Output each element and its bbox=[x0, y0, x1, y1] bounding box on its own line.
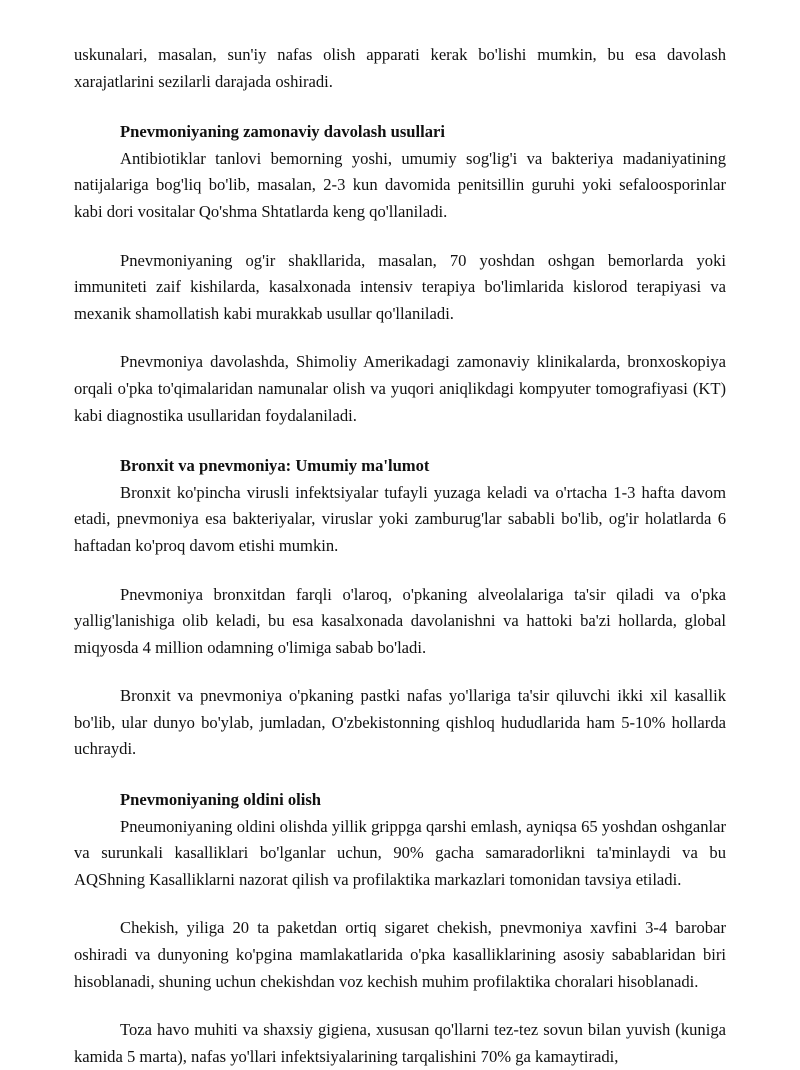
paragraph-lower-respiratory: Bronxit va pnevmoniya o'pkaning pastki nafas yo'llariga ta'sir qiluvchi ikki xil kasallik bo'lib, ular dunyo bo'ylab, jumladan, O'zbekistonning qishloq hududlarida ham 5-10% hollarda uchraydi. bbox=[74, 686, 726, 759]
paragraph-vaccination: Pneumoniyaning oldini olishda yillik grippga qarshi emlash, ayniqsa 65 yoshdan oshganlar va surunkali kasalliklari bo'lganlar uchun, 90% gacha samaradorlikni ta'minlaydi va bu AQShning Kasalliklarni nazorat qilish va profilaktika markazlari tomonidan tavsiya etiladi. bbox=[74, 816, 726, 889]
heading-modern-treatment: Pnevmoniyaning zamonaviy davolash usullari bbox=[120, 122, 446, 142]
heading-prevention: Pnevmoniyaning oldini olish bbox=[120, 790, 322, 810]
paragraph-antibiotics: Antibiotiklar tanlovi bemorning yoshi, umumiy sog'lig'i va bakteriya madaniyatining natijalariga bog'liq bo'lib, masalan, 2-3 kun davomida penitsillin guruhi yoki sefaloosporinlar kabi dori vositalar Qo'shma Shtatlarda keng qo'llaniladi. bbox=[74, 148, 726, 221]
paragraph-bronchitis-duration: Bronxit ko'pincha virusli infektsiyalar tufayli yuzaga keladi va o'rtacha 1-3 hafta davom etadi, pnevmoniya esa bakteriyalar, viruslar yoki zamburug'lar sababli bo'lib, og'ir holatlarda 6 haftadan ko'proq davom etishi mumkin. bbox=[74, 482, 726, 555]
document-page bbox=[74, 42, 726, 1070]
paragraph-continued: uskunalari, masalan, sun'iy nafas olish apparati kerak bo'lishi mumkin, bu esa davolash xarajatlarini sezilarli darajada oshiradi. bbox=[74, 45, 726, 91]
heading-bronchitis-pneumonia: Bronxit va pnevmoniya: Umumiy ma'lumot bbox=[120, 456, 430, 476]
paragraph-diagnostics: Pnevmoniya davolashda, Shimoliy Amerikadagi zamonaviy klinikalarda, bronxoskopiya orqali o'pka to'qimalaridan namunalar olish va yuqori aniqlikdagi kompyuter tomografiyasi (KT) kabi diagnostika usullaridan foydalaniladi. bbox=[74, 352, 726, 425]
paragraph-smoking: Chekish, yiliga 20 ta paketdan ortiq sigaret chekish, pnevmoniya xavfini 3-4 barobar oshiradi va dunyoning ko'pgina mamlakatlarida o'pka kasalliklarining asosiy sabablaridan biri hisoblanadi, shuning uchun chekishdan voz kechish muhim profilaktika choralari hisoblanadi. bbox=[74, 918, 726, 991]
paragraph-hygiene: Toza havo muhiti va shaxsiy gigiena, xususan qo'llarni tez-tez sovun bilan yuvish (kuniga kamida 5 marta), nafas yo'llari infektsiyalarining tarqalishini 70% ga kamaytiradi, bbox=[74, 1020, 726, 1066]
paragraph-alveoli: Pnevmoniya bronxitdan farqli o'laroq, o'pkaning alveolalariga ta'sir qiladi va o'pka yallig'lanishiga olib keladi, bu esa kasalxonada davolanishni va hattoki ba'zi hollarda, global miqyosda 4 million odamning o'limiga sabab bo'ladi. bbox=[74, 584, 726, 657]
paragraph-severe-forms: Pnevmoniyaning og'ir shakllarida, masalan, 70 yoshdan oshgan bemorlarda yoki immuniteti zaif kishilarda, kasalxonada intensiv terapiya bo'limlarida kislorod terapiyasi va mexanik shamollatish kabi murakkab usullar qo'llaniladi. bbox=[74, 250, 726, 323]
